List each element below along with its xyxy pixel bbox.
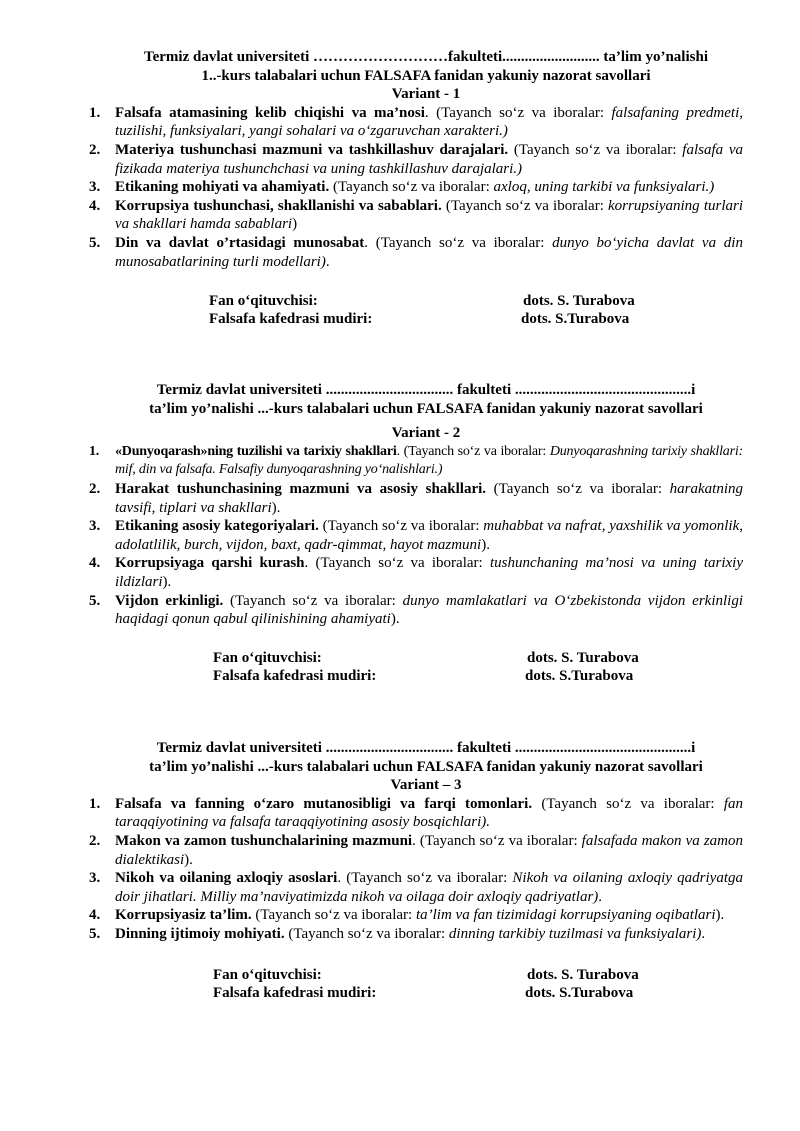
question-end: ). — [715, 907, 725, 924]
question-mid: . (Tayanch so‘z va iboralar: — [412, 832, 582, 849]
question-end: . — [701, 925, 706, 942]
question-end: ). — [481, 536, 490, 553]
question-item — [0, 197, 800, 234]
variant-1-section — [0, 48, 800, 330]
question-item — [0, 554, 800, 591]
signature-block — [0, 966, 800, 1004]
head-role: Falsafa kafedrasi mudiri: — [209, 311, 373, 328]
question-number: 1. — [89, 795, 101, 812]
question-list — [0, 795, 800, 944]
question-item — [0, 517, 800, 554]
question-item — [0, 480, 800, 517]
teacher-role: Fan o‘qituvchisi: — [213, 966, 322, 983]
question-end: . — [598, 888, 603, 905]
question-number: 4. — [89, 555, 101, 572]
question-keywords: korrupsiyaning turlari va shakllari hamda sabablari — [115, 197, 744, 233]
question-title: Korrupsiyasiz ta’lim. — [115, 907, 252, 924]
question-list — [0, 104, 800, 271]
university-line: Termiz davlat universiteti ………………………fakulteti.......................... ta’lim yo’nalishi — [143, 49, 708, 65]
question-mid: . (Tayanch so‘z va iboralar: — [304, 555, 490, 572]
question-mid: (Tayanch so‘z va iboralar: — [251, 907, 416, 924]
question-keywords: falsafada makon va zamon dialektikasi — [115, 832, 743, 868]
question-number: 4. — [89, 197, 101, 214]
question-title: Falsafa va fanning o‘zaro mutanosibligi va farqi tomonlari. — [115, 795, 533, 812]
question-keywords: harakatning tavsifi, tiplari va shakllari — [115, 480, 744, 516]
question-keywords: tushunchaning ma’nosi va uning tarixiy ildizlari — [115, 555, 743, 590]
question-mid: (Tayanch so‘z va iboralar: — [223, 592, 403, 609]
question-title: Etikaning mohiyati va ahamiyati. — [115, 179, 330, 196]
question-title: Korrupsiyaga qarshi kurash — [115, 555, 305, 572]
teacher-name: dots. S. Turabova — [527, 966, 639, 983]
question-title: Din va davlat o’rtasidagi munosabat — [115, 234, 365, 251]
question-keywords: Nikoh va oilaning axloqiy qadriyatga doir jihatlari. Milliy ma’naviyatimizda nikoh va oilaga doir axloqiy qadriyatlar) — [115, 870, 743, 905]
question-end: ). — [271, 499, 281, 516]
variant-3-section — [0, 739, 800, 1004]
question-keywords: dunyo mamlakatlari va O‘zbekistonda vijdon erkinligi haqidagi qonun qabul qilinishining ahamiyati — [115, 592, 743, 628]
question-number: 5. — [89, 234, 101, 251]
variant-title: Variant – 3 — [390, 777, 462, 794]
variant-2-section — [0, 381, 800, 687]
course-line: ta’lim yo’nalishi ...-kurs talabalari uchun FALSAFA fanidan yakuniy nazorat savollari — [149, 758, 703, 775]
question-number: 5. — [89, 592, 101, 609]
question-number: 3. — [89, 870, 101, 887]
question-title: Materiya tushunchasi mazmuni va tashkillashuv darajalari. — [115, 141, 509, 158]
question-number: 2. — [89, 141, 101, 158]
question-item — [0, 592, 800, 629]
question-keywords: dinning tarkibiy tuzilmasi va funksiyalari) — [448, 925, 702, 942]
question-number: 3. — [89, 518, 101, 535]
teacher-role: Fan o‘qituvchisi: — [213, 649, 322, 666]
question-keywords: falsafaning predmeti, tuzilishi, funksiyalari, yangi sohalari va o‘zgaruvchan xarakteri.) — [115, 104, 743, 140]
question-number: 2. — [89, 832, 101, 849]
variant-3-header — [0, 739, 800, 795]
question-title: Nikoh va oilaning axloqiy asoslari — [115, 870, 338, 887]
head-name: dots. S.Turabova — [525, 984, 634, 1001]
signature-block — [0, 649, 800, 687]
question-item — [0, 141, 800, 178]
question-title: Vijdon erkinligi. — [115, 592, 224, 609]
question-keywords: falsafa va fizikada materiya tushunchchasi va uning tashkillashuv darajalari.) — [115, 141, 744, 177]
course-line: 1..-kurs talabalari uchun FALSAFA fanidan yakuniy nazorat savollari — [201, 67, 651, 84]
teacher-name: dots. S. Turabova — [527, 649, 639, 666]
question-title: Makon va zamon tushunchalarining mazmuni — [115, 832, 413, 849]
teacher-name: dots. S. Turabova — [523, 293, 635, 310]
question-list — [0, 443, 800, 629]
variant-2-header — [0, 381, 800, 443]
question-mid: (Tayanch so‘z va iboralar: — [532, 795, 724, 812]
question-title: Harakat tushunchasining mazmuni va asosiy shakllari. — [115, 480, 487, 497]
signature-block — [0, 292, 800, 330]
question-title: Falsafa atamasining kelib chiqishi va ma’nosi — [115, 104, 425, 121]
question-number: 3. — [89, 179, 101, 196]
question-end: ). — [162, 573, 172, 590]
question-mid: . (Tayanch so‘z va iboralar: — [364, 234, 553, 251]
question-mid: (Tayanch so‘z va iboralar: — [508, 141, 683, 158]
question-mid: . (Tayanch so‘z va iboralar: — [396, 443, 550, 459]
question-title: Etikaning asosiy kategoriyalari. — [115, 518, 319, 535]
question-end: ). — [184, 851, 193, 868]
question-item — [0, 234, 800, 271]
question-item — [0, 832, 800, 869]
question-end: ). — [390, 611, 400, 628]
head-role: Falsafa kafedrasi mudiri: — [213, 984, 377, 1001]
question-number: 2. — [89, 480, 101, 497]
question-number: 1. — [89, 104, 101, 121]
question-number: 4. — [89, 907, 101, 924]
university-line: Termiz davlat universiteti .................................. fakulteti ...............................................i — [156, 740, 696, 756]
question-number: 5. — [89, 925, 101, 942]
question-item — [0, 795, 800, 832]
question-mid: (Tayanch so‘z va iboralar: — [329, 179, 494, 196]
question-mid: (Tayanch so‘z va iboralar: — [486, 480, 670, 497]
question-mid: (Tayanch so‘z va iboralar: — [441, 197, 609, 214]
question-item — [0, 443, 800, 480]
question-end: . — [325, 253, 330, 270]
question-keywords: dunyo bo‘yicha davlat va din munosabatlarining turli modellari) — [115, 234, 743, 270]
question-title: Dinning ijtimoiy mohiyati. — [115, 925, 285, 942]
head-name: dots. S.Turabova — [521, 311, 630, 328]
question-mid: (Tayanch so‘z va iboralar: — [318, 518, 484, 535]
question-mid: (Tayanch so‘z va iboralar: — [284, 925, 449, 942]
variant-title: Variant - 1 — [391, 86, 461, 103]
variant-1-header — [0, 48, 800, 104]
question-item — [0, 104, 800, 141]
question-keywords: Dunyoqarashning tarixiy shakllari: mif, din va falsafa. Falsafiy dunyoqarashning yo‘nalishlari.) — [115, 443, 743, 478]
question-number: 1. — [89, 443, 100, 459]
question-title: «Dunyoqarash»ning tuzilishi va tarixiy shakllari — [115, 443, 397, 459]
question-mid: . (Tayanch so‘z va iboralar: — [337, 870, 513, 887]
question-end: ) — [292, 216, 298, 233]
head-name: dots. S.Turabova — [525, 667, 634, 684]
question-title: Korrupsiya tushunchasi, shakllanishi va sabablari. — [115, 197, 442, 214]
question-mid: . (Tayanch so‘z va iboralar: — [424, 104, 612, 121]
question-keywords: muhabbat va nafrat, yaxshilik va yomonlik, adolatlilik, burch, vijdon, baxt, qadr-qimmat, hayot mazmuni — [115, 518, 743, 553]
question-item — [0, 925, 800, 944]
question-keywords: fan taraqqiyotining va falsafa taraqqiyotining asosiy bosqichlari). — [115, 795, 743, 831]
variant-title: Variant - 2 — [391, 425, 461, 442]
head-role: Falsafa kafedrasi mudiri: — [213, 667, 377, 684]
question-item — [0, 869, 800, 906]
question-item — [0, 906, 800, 925]
teacher-role: Fan o‘qituvchisi: — [209, 293, 318, 310]
question-keywords: ta’lim va fan tizimidagi korrupsiyaning oqibatlari — [415, 907, 716, 924]
university-line: Termiz davlat universiteti .................................. fakulteti ...............................................i — [156, 382, 696, 398]
question-item — [0, 178, 800, 197]
question-keywords: axloq, uning tarkibi va funksiyalari.) — [493, 179, 715, 196]
course-line: ta’lim yo’nalishi ...-kurs talabalari uchun FALSAFA fanidan yakuniy nazorat savollari — [149, 400, 703, 417]
